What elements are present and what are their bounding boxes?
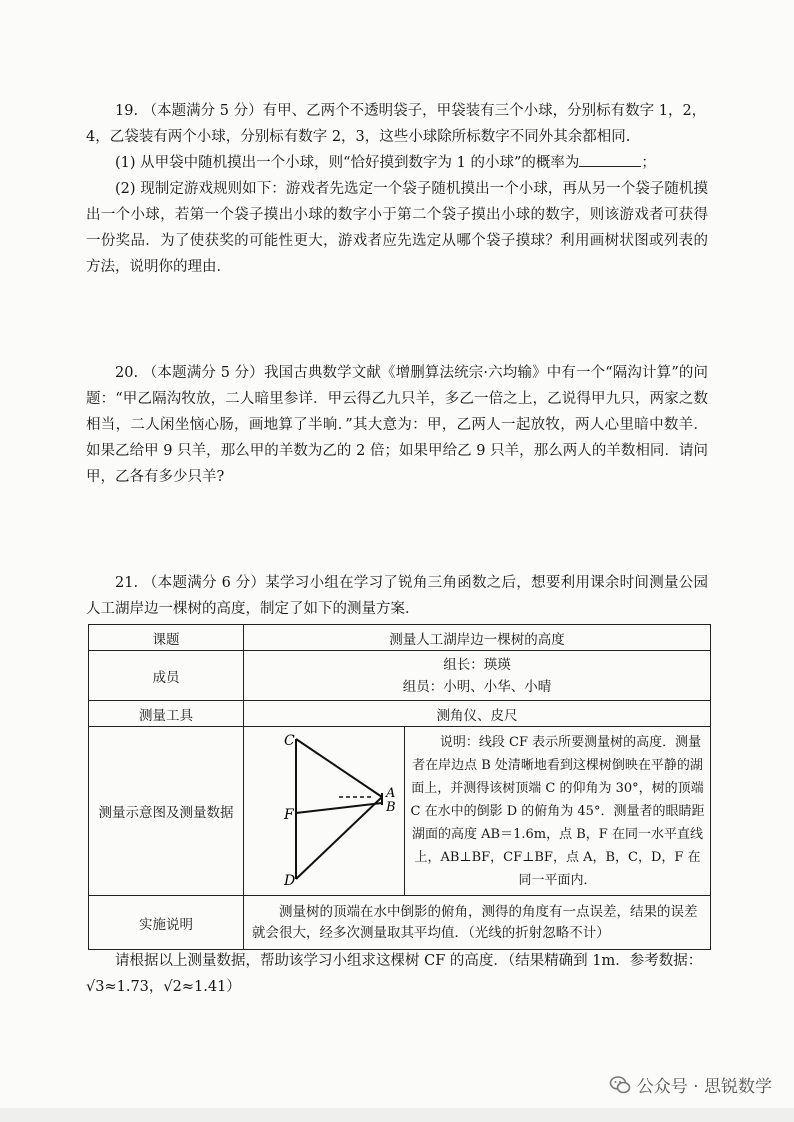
q19-part1 <box>86 150 708 176</box>
q21-question-line2: √3≈1.73，√2≈1.41） <box>86 979 241 995</box>
topic-label: 课题 <box>89 625 244 651</box>
point-b-label: B <box>386 800 396 815</box>
question-21-ask <box>86 948 708 1000</box>
measurement-diagram <box>244 727 404 891</box>
sight-line-ac <box>296 739 382 797</box>
leader: 组长：瑛瑛 <box>443 656 511 673</box>
group-members: 组员：小明、小华、小晴 <box>402 678 552 695</box>
q20-text: 20. （本题满分 5 分）我国古典数学文献《增删算法统宗·六均输》中有一个“隔沟计算”的问题：“甲乙隔沟牧放，二人暗里参详．甲云得乙九只羊，多乙一倍之上，乙说得甲九只，两家之数相当，二人闲坐恼心肠，画地算了半晌．”其大意为：甲，乙两人一起放牧，两人心里暗中数羊．如果乙给甲 9 只羊，那么甲的羊数为乙的 2 倍；如果甲给乙 9 只羊，那么两人的羊数相同．请问甲，乙各有多少只羊? <box>86 365 708 485</box>
q21-question-line1: 请根据以上测量数据，帮助该学习小组求这棵树 CF 的高度．（结果精确到 1m．参考数据： <box>115 953 703 969</box>
q19-part2: (2) 现制定游戏规则如下：游戏者先选定一个袋子随机摸出一个小球，再从另一个袋子随机摸出一个小球，若第一个袋子摸出小球的数字小于第二个袋子摸出小球的数字，则该游戏者可获得一份奖品．为了使获奖的可能性更大，游戏者应先选定从哪个袋子摸球？利用画树状图或列表的方法，说明你的理由． <box>86 181 708 275</box>
tools-value: 测角仪、皮尺 <box>244 701 711 727</box>
point-c-label: C <box>284 733 295 749</box>
wechat-icon <box>609 1074 631 1096</box>
answer-blank[interactable] <box>579 152 641 167</box>
watermark <box>609 1072 772 1097</box>
question-19 <box>86 98 708 280</box>
q19-line2: 4，乙袋装有两个小球，分别标有数字 2，3，这些小球除所标数字不同外其余都相同. <box>86 129 631 145</box>
point-f-label: F <box>284 807 294 823</box>
q19-part1-suffix: ； <box>641 155 656 171</box>
members-cell <box>244 651 711 701</box>
topic-value: 测量人工湖岸边一棵树的高度 <box>244 625 711 651</box>
point-a-label: A <box>386 786 396 801</box>
question-20 <box>86 360 708 490</box>
watermark-text: 公众号 · 思锐数学 <box>636 1077 772 1097</box>
description-text: 说明：线段 CF 表示所要测量树的高度．测量者在岸边点 B 处清晰地看到这棵树倒映在平静的湖面上，并测得该树顶端 C 的仰角为 30°，树的顶端 C 在水中的倒影 D 的俯角为 45°．测量者的眼睛距湖面的高度 AB＝1.6m，点 B，F 在同一水平直线上，AB⊥BF，CF⊥BF，点 A，B，C，D，F 在同一平面内． <box>410 734 705 888</box>
implementation-label: 实施说明 <box>89 896 244 950</box>
q19-part1-text: (1) 从甲袋中随机摸出一个小球，则“恰好摸到数字为 1 的小球”的概率为 <box>115 155 580 171</box>
q19-line1: 19. （本题满分 5 分）有甲、乙两个不透明袋子，甲袋装有三个小球，分别标有数字 1，2， <box>115 103 707 119</box>
point-d-label: D <box>284 873 296 889</box>
implementation-cell <box>244 896 711 950</box>
implementation-text: 测量树的顶端在水中倒影的俯角，测得的角度有一点误差，结果的误差就会很大，经多次测量取其平均值．（光线的折射忽略不计） <box>252 903 698 941</box>
measurement-plan-table <box>88 624 711 950</box>
description-cell <box>405 727 711 896</box>
q21-intro: 21. （本题满分 6 分）某学习小组在学习了锐角三角函数之后，想要利用课余时间测量公园人工湖岸边一棵树的高度，制定了如下的测量方案． <box>86 575 708 617</box>
sight-line-ad <box>296 797 382 879</box>
members-label: 成员 <box>89 651 244 701</box>
scan-edge <box>0 1108 794 1122</box>
question-21 <box>86 570 708 622</box>
tools-label: 测量工具 <box>89 701 244 727</box>
diagram-cell <box>244 727 405 896</box>
diagram-label: 测量示意图及测量数据 <box>89 727 244 896</box>
